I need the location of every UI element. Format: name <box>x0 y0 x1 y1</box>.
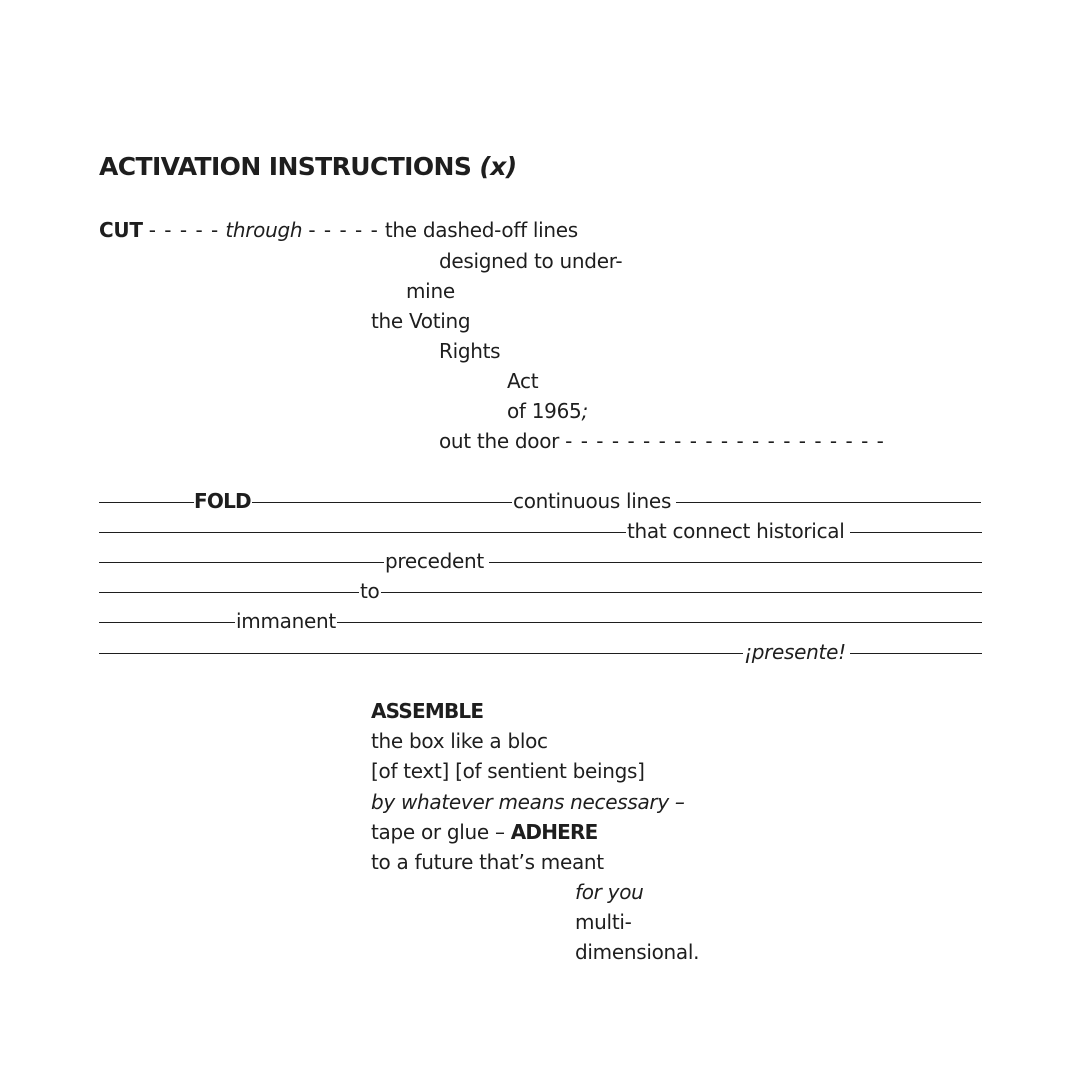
fold-rule <box>99 562 384 563</box>
cut-line-4: the Voting <box>371 309 471 333</box>
assemble-line-4-text: tape or glue – <box>371 820 505 844</box>
assemble-dimensional: dimensional. <box>575 940 700 964</box>
fold-rule <box>99 532 626 533</box>
fold-rule <box>850 532 982 533</box>
title-text: ACTIVATION INSTRUCTIONS <box>99 152 472 181</box>
fold-phrase-2: that connect historical <box>627 519 845 543</box>
assemble-line-5: to a future that’s meant <box>371 850 604 874</box>
fold-phrase-5: immanent <box>236 609 336 633</box>
fold-verb: FOLD <box>194 489 251 513</box>
cut-door: out the door <box>439 429 560 453</box>
fold-rule <box>676 502 981 503</box>
cut-line-5: Rights <box>439 339 501 363</box>
cut-year: of 1965 <box>507 399 582 423</box>
fold-rule <box>850 653 982 654</box>
cut-dashes-b: - - - - - <box>308 218 379 242</box>
adhere-verb: ADHERE <box>510 820 598 844</box>
cut-line-1: the dashed-off lines <box>384 218 578 242</box>
cut-line-3: mine <box>406 279 455 303</box>
fold-phrase-3: precedent <box>385 549 484 573</box>
title-mark: (x) <box>479 152 517 181</box>
assemble-multi: multi- <box>575 910 632 934</box>
page-title <box>99 152 517 182</box>
assemble-line-1: the box like a bloc <box>371 729 548 753</box>
fold-phrase-4: to <box>360 579 380 603</box>
fold-rule <box>489 562 982 563</box>
cut-door-dashes: - - - - - - - - - - - - - - - - - - - - - <box>565 429 885 453</box>
fold-phrase-1: continuous lines <box>513 489 672 513</box>
assemble-line-2: [of text] [of sentient beings] <box>371 759 645 783</box>
assemble-line-4 <box>371 820 597 844</box>
fold-rule <box>99 502 194 503</box>
fold-rule <box>381 592 982 593</box>
fold-rule <box>99 622 235 623</box>
fold-presente: ¡presente! <box>744 640 846 664</box>
fold-rule <box>252 502 512 503</box>
cut-line-2: designed to under- <box>439 249 623 273</box>
fold-rule <box>99 653 743 654</box>
assemble-verb: ASSEMBLE <box>371 699 484 723</box>
cut-verb: CUT <box>99 218 143 242</box>
fold-rule <box>99 592 359 593</box>
cut-through: through <box>225 218 303 242</box>
cut-door-line <box>439 429 885 453</box>
assemble-line-3: by whatever means necessary – <box>371 790 685 814</box>
cut-dashes-a: - - - - - <box>148 218 220 242</box>
cut-year-line <box>507 399 588 423</box>
cut-line <box>99 218 578 242</box>
cut-line-6: Act <box>507 369 539 393</box>
cut-year-semicolon: ; <box>581 399 588 423</box>
assemble-for-you: for you <box>575 880 644 904</box>
fold-rule <box>337 622 982 623</box>
